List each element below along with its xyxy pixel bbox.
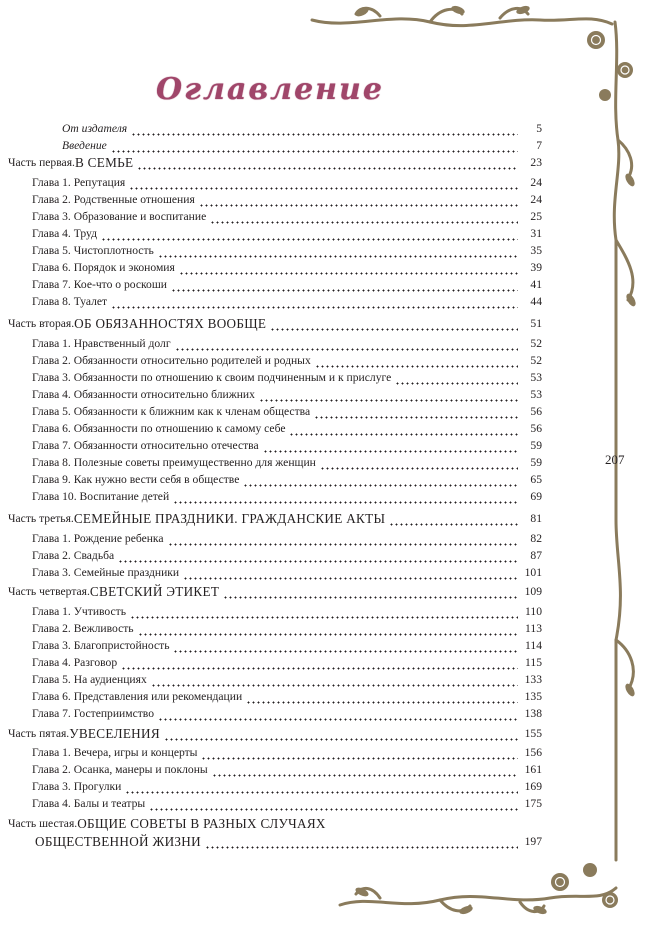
leader-dots [173,492,518,504]
toc-entry-page: 41 [530,278,542,291]
toc-entry[interactable] [62,121,542,136]
toc-entry-page: 25 [530,210,542,223]
toc-part-title: ОБЩЕСТВЕННОЙ ЖИЗНИ [35,834,201,849]
toc-entry[interactable] [32,370,542,385]
toc-entry-label: Глава 7. Обязанности относительно отечества [32,439,259,452]
leader-dots [168,534,518,546]
toc-part[interactable] [8,816,542,831]
toc-entry-label: Глава 7. Гостеприимство [32,707,154,720]
leader-dots [121,658,518,670]
leader-dots [246,692,518,704]
toc-entry[interactable] [32,548,542,563]
toc-entry-page: 59 [530,439,542,452]
toc-entry-page: 56 [530,405,542,418]
toc-entry-label: Глава 3. Обязанности по отношению к своим подчиненным и к прислуге [32,371,392,384]
toc-entry-label: Глава 1. Нравственный долг [32,337,171,350]
toc-entry-page: 175 [524,797,542,810]
toc-entry-page: 23 [530,156,542,169]
toc-entry-page: 24 [530,193,542,206]
toc-entry-page: 53 [530,371,542,384]
toc-entry-page: 135 [524,690,542,703]
toc-entry-page: 155 [524,727,542,740]
leader-dots [389,514,518,526]
toc-entry-label: Глава 2. Вежливость [32,622,134,635]
toc-entry-label: Глава 5. Обязанности к ближним как к членам общества [32,405,311,418]
toc-entry-label: Глава 4. Разговор [32,656,118,669]
toc-entry-page: 35 [530,244,542,257]
toc-entry-label: Глава 4. Балы и театры [32,797,146,810]
leader-dots [243,475,518,487]
leader-dots [289,424,518,436]
toc-part-title: УВЕСЕЛЕНИЯ [69,726,160,741]
toc-entry[interactable] [32,438,542,453]
toc-part-title: ОБ ОБЯЗАННОСТЯХ ВООБЩЕ [74,316,267,331]
leader-dots [320,458,518,470]
leader-dots [129,178,518,190]
toc-entry-label: Глава 3. Образование и воспитание [32,210,207,223]
leader-dots [175,339,518,351]
toc-entry[interactable] [62,138,542,153]
leader-dots [130,607,518,619]
toc-part-label: Часть вторая. [8,317,75,330]
toc-entry-page: 31 [530,227,542,240]
toc-entry[interactable] [32,209,542,224]
toc-entry-label: Глава 2. Родственные отношения [32,193,195,206]
toc-entry-label: От издателя [62,122,128,135]
toc-entry[interactable] [32,421,542,436]
leader-dots [201,748,518,760]
toc-entry[interactable] [32,796,542,811]
toc-entry-label: Глава 10. Воспитание детей [32,490,170,503]
toc-entry-label: Глава 3. Прогулки [32,780,122,793]
toc-entry-label: Глава 8. Туалет [32,295,108,308]
leader-dots [212,765,518,777]
toc-entry[interactable] [32,277,542,292]
toc-entry[interactable] [32,336,542,351]
toc-entry-label: Глава 4. Обязанности относительно ближних [32,388,255,401]
toc-entry-page: 197 [524,835,542,848]
toc-entry[interactable] [32,655,542,670]
toc-entry-page: 109 [524,585,542,598]
toc-entry-page: 115 [525,656,542,669]
toc-entry[interactable] [32,353,542,368]
toc-entry-label: Глава 7. Кое-что о роскоши [32,278,167,291]
toc-entry-label: Глава 2. Осанка, манеры и поклоны [32,763,208,776]
toc-entry-page: 51 [530,317,542,330]
toc-entry[interactable] [32,387,542,402]
leader-dots [270,319,518,331]
page-title: Оглавление [156,72,384,107]
toc-entry[interactable] [32,672,542,687]
toc-entry-page: 161 [524,763,542,776]
toc-entry[interactable] [32,294,542,309]
leader-dots [137,158,518,170]
leader-dots [210,212,518,224]
leader-dots [118,551,518,563]
toc-entry[interactable] [32,175,542,190]
toc-entry[interactable] [32,621,542,636]
toc-entry[interactable] [32,489,542,504]
toc-entry[interactable] [32,604,542,619]
toc-entry-page: 133 [524,673,542,686]
leader-dots [173,641,518,653]
toc-entry[interactable] [32,455,542,470]
toc-entry-page: 82 [530,532,542,545]
toc-entry-label: Глава 1. Учтивость [32,605,127,618]
toc-entry-label: Глава 5. Чистоплотность [32,244,154,257]
leader-dots [111,141,518,153]
leader-dots [395,373,518,385]
toc-entry[interactable] [32,226,542,241]
leader-dots [183,568,518,580]
toc-entry-page: 52 [530,354,542,367]
toc-entry[interactable] [32,192,542,207]
toc-entry-label: Глава 5. На аудиенциях [32,673,147,686]
toc-entry[interactable] [32,243,542,258]
leader-dots [315,356,518,368]
leader-dots [199,195,518,207]
toc-entry-page: 156 [524,746,542,759]
toc-entry-label: Глава 6. Представления или рекомендации [32,690,243,703]
toc-entry-page: 101 [524,566,542,579]
toc-entry-page: 87 [530,549,542,562]
toc-entry-label: Глава 8. Полезные советы преимущественно для женщин [32,456,316,469]
toc-entry[interactable] [32,762,542,777]
leader-dots [111,297,518,309]
toc-part-label: Часть первая. [8,156,75,169]
leader-dots [101,229,518,241]
toc-part-title: СЕМЕЙНЫЕ ПРАЗДНИКИ. ГРАЖДАНСКИЕ АКТЫ [73,511,386,526]
leader-dots [151,675,518,687]
toc-part-label: Часть пятая. [8,727,70,740]
toc-part-title: В СЕМЬЕ [74,155,134,170]
toc-entry-page: 39 [530,261,542,274]
toc-entry-page: 56 [530,422,542,435]
toc-entry[interactable] [32,260,542,275]
toc-entry-page: 24 [530,176,542,189]
toc-entry-label: Глава 9. Как нужно вести себя в обществе [32,473,240,486]
toc-part[interactable] [8,155,542,170]
toc-entry[interactable] [32,706,542,721]
leader-dots [259,390,518,402]
toc-entry-label: Глава 2. Свадьба [32,549,115,562]
toc-part-title: ОБЩИЕ СОВЕТЫ В РАЗНЫХ СЛУЧАЯХ [77,816,326,831]
toc-entry-page: 5 [536,122,542,135]
leader-dots [138,624,518,636]
toc-part[interactable] [8,316,542,331]
leader-dots [158,709,518,721]
leader-dots [164,729,518,741]
toc-entry-label: Глава 1. Вечера, игры и концерты [32,746,198,759]
toc-entry[interactable] [32,472,542,487]
toc-entry-label: Глава 1. Репутация [32,176,126,189]
toc-part-title: СВЕТСКИЙ ЭТИКЕТ [89,584,220,599]
toc-entry-page: 7 [536,139,542,152]
leader-dots [149,799,518,811]
toc-entry-label: Глава 6. Обязанности по отношению к самому себе [32,422,286,435]
toc-entry-page: 65 [530,473,542,486]
leader-dots [205,837,518,849]
toc-entry-page: 114 [525,639,542,652]
leader-dots [179,263,518,275]
toc-part-label: Часть шестая. [8,817,78,830]
toc-entry[interactable] [32,404,542,419]
toc-entry-page: 169 [524,780,542,793]
toc-entry-label: Введение [62,139,107,152]
toc-entry[interactable] [32,689,542,704]
leader-dots [223,587,518,599]
toc-entry-label: Глава 2. Обязанности относительно родителей и родных [32,354,311,367]
toc-entry-page: 53 [530,388,542,401]
toc-entry[interactable] [32,745,542,760]
leader-dots [125,782,518,794]
leader-dots [158,246,518,258]
toc-part-continued[interactable] [35,834,542,849]
toc-entry-label: Глава 1. Рождение ребенка [32,532,164,545]
toc-entry[interactable] [32,565,542,580]
toc-entry-label: Глава 3. Благопристойность [32,639,170,652]
toc-entry-page: 44 [530,295,542,308]
toc-entry[interactable] [32,531,542,546]
toc-entry-label: Глава 4. Труд [32,227,97,240]
leader-dots [171,280,518,292]
leader-dots [131,124,518,136]
leader-dots [314,407,518,419]
toc-entry[interactable] [32,779,542,794]
toc-part[interactable] [8,584,542,599]
toc-entry-page: 81 [530,512,542,525]
toc-part-label: Часть третья. [8,512,74,525]
toc-entry-page: 138 [524,707,542,720]
toc-entry-page: 110 [525,605,542,618]
toc-entry-page: 52 [530,337,542,350]
toc-entry-page: 113 [525,622,542,635]
toc-part[interactable] [8,726,542,741]
toc-part-label: Часть четвертая. [8,585,90,598]
toc-entry-page: 69 [530,490,542,503]
toc-entry-page: 59 [530,456,542,469]
toc-entry-label: Глава 3. Семейные праздники [32,566,180,579]
toc-part[interactable] [8,511,542,526]
page-number: 207 [605,452,625,467]
toc-entry[interactable] [32,638,542,653]
leader-dots [263,441,518,453]
toc-entry-label: Глава 6. Порядок и экономия [32,261,175,274]
